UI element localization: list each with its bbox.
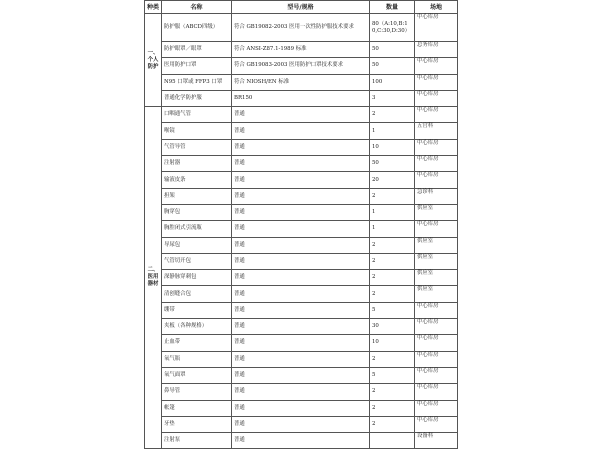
table-row (145, 319, 458, 335)
location-cell: 急诊科 (415, 188, 458, 204)
spec-cell: 普通 (232, 367, 370, 383)
quantity-cell: 2 (370, 253, 415, 269)
name-cell: 输液皮条 (162, 172, 232, 188)
quantity-cell: 3 (370, 90, 415, 106)
quantity-cell: 2 (370, 384, 415, 400)
spec-cell: 普通 (232, 384, 370, 400)
table-body (145, 14, 458, 449)
location-cell: 中心库房 (415, 139, 458, 155)
table-row (145, 400, 458, 416)
name-cell: 注射器 (162, 156, 232, 172)
location-cell: 中心库房 (415, 221, 458, 237)
table-row (145, 351, 458, 367)
quantity-cell: 1 (370, 204, 415, 220)
name-cell: 清创缝合包 (162, 286, 232, 302)
spec-cell: 普通 (232, 433, 370, 449)
quantity-cell: 100 (370, 74, 415, 90)
header-row (145, 1, 458, 14)
location-cell: 中心库房 (415, 74, 458, 90)
name-cell: 深静脉穿刺包 (162, 270, 232, 286)
location-cell: 中心库房 (415, 156, 458, 172)
quantity-cell: 20 (370, 172, 415, 188)
table-row (145, 416, 458, 432)
name-cell: 气管切开包 (162, 253, 232, 269)
category-label-line: 器材 (147, 281, 159, 288)
quantity-cell: 2 (370, 188, 415, 204)
category-label-line: 防护 (147, 63, 159, 70)
name-cell: N95 口罩或 FFP3 口罩 (162, 74, 232, 90)
spec-cell: 普通 (232, 221, 370, 237)
location-cell: 中心库房 (415, 319, 458, 335)
table-row (145, 286, 458, 302)
quantity-cell: 2 (370, 351, 415, 367)
name-cell: 胸穿包 (162, 204, 232, 220)
header-name: 名称 (162, 1, 232, 14)
location-cell: 中心库房 (415, 302, 458, 318)
quantity-cell: 2 (370, 400, 415, 416)
quantity-cell: 2 (370, 270, 415, 286)
table-row (145, 172, 458, 188)
quantity-cell: 50 (370, 156, 415, 172)
name-cell: 口咽通气管 (162, 107, 232, 123)
table-row (145, 188, 458, 204)
quantity-cell: 5 (370, 367, 415, 383)
spec-cell: 普通 (232, 400, 370, 416)
category-label-line: 二、 (147, 267, 159, 274)
spec-cell: 普通 (232, 188, 370, 204)
quantity-cell: 5 (370, 302, 415, 318)
table-row (145, 74, 458, 90)
location-cell: 中心库房 (415, 90, 458, 106)
header-quantity: 数量 (370, 1, 415, 14)
supply-table-page (144, 0, 457, 444)
location-cell: 中心库房 (415, 335, 458, 351)
category-label-line: 一、 (147, 49, 159, 56)
category-cell (145, 107, 162, 449)
table-row (145, 14, 458, 42)
table-row (145, 270, 458, 286)
quantity-cell: 50 (370, 58, 415, 74)
location-cell: 中心库房 (415, 400, 458, 416)
spec-cell: 普通 (232, 335, 370, 351)
name-cell: 导尿包 (162, 237, 232, 253)
spec-cell: 符合 GB19083-2003 医用防护口罩技术要求 (232, 58, 370, 74)
name-cell: 牙垫 (162, 416, 232, 432)
name-cell: 喉镜 (162, 123, 232, 139)
spec-cell: 符合 ANSI-Z87.1-1989 标准 (232, 42, 370, 58)
location-cell: 中心库房 (415, 58, 458, 74)
name-cell: 注射泵 (162, 433, 232, 449)
table-row (145, 237, 458, 253)
location-cell: 中心库房 (415, 107, 458, 123)
spec-cell: 普通 (232, 253, 370, 269)
spec-cell: 符合 NIOSH/EN 标准 (232, 74, 370, 90)
location-cell: 中心库房 (415, 367, 458, 383)
name-cell: 胸腔闭式引流瓶 (162, 221, 232, 237)
spec-cell: 普通 (232, 107, 370, 123)
quantity-cell: 50 (370, 42, 415, 58)
name-cell: 医用防护口罩 (162, 58, 232, 74)
table-row (145, 156, 458, 172)
spec-cell: 普通 (232, 286, 370, 302)
spec-cell: 符合 GB19082-2003 医用一次性防护服技术要求 (232, 14, 370, 42)
spec-cell: BR150 (232, 90, 370, 106)
table-row (145, 123, 458, 139)
location-cell: 设备科 (415, 433, 458, 449)
name-cell: 止血带 (162, 335, 232, 351)
spec-cell: 普通 (232, 270, 370, 286)
location-cell: 中心库房 (415, 384, 458, 400)
name-cell: 防护服（ABCD四级） (162, 14, 232, 42)
quantity-cell: 1 (370, 221, 415, 237)
table-row (145, 253, 458, 269)
table-row (145, 58, 458, 74)
name-cell: 绷带 (162, 302, 232, 318)
quantity-cell: 2 (370, 237, 415, 253)
table-row (145, 367, 458, 383)
category-label-line: 个人 (147, 56, 159, 63)
header-spec: 型号/规格 (232, 1, 370, 14)
table-row (145, 204, 458, 220)
table-row (145, 384, 458, 400)
location-cell: 中心库房 (415, 172, 458, 188)
spec-cell: 普通 (232, 319, 370, 335)
spec-cell: 普通 (232, 237, 370, 253)
quantity-cell: 2 (370, 416, 415, 432)
quantity-cell: 10 (370, 139, 415, 155)
quantity-cell (370, 433, 415, 449)
spec-cell: 普通 (232, 172, 370, 188)
table-row (145, 139, 458, 155)
spec-cell: 普通 (232, 123, 370, 139)
spec-cell: 普通 (232, 139, 370, 155)
name-cell: 氧气瓶 (162, 351, 232, 367)
spec-cell: 普通 (232, 302, 370, 318)
quantity-cell: 30 (370, 319, 415, 335)
quantity-cell: 80（A:10,B:10,C:30,D:30） (370, 14, 415, 42)
quantity-cell: 1 (370, 123, 415, 139)
quantity-cell: 2 (370, 286, 415, 302)
name-cell: 氧气面罩 (162, 367, 232, 383)
location-cell: 供应室 (415, 204, 458, 220)
header-category: 种类 (145, 1, 162, 14)
spec-cell: 普通 (232, 351, 370, 367)
category-label-line: 医用 (147, 274, 159, 281)
location-cell: 中心库房 (415, 351, 458, 367)
spec-cell: 普通 (232, 204, 370, 220)
name-cell: 帐篷 (162, 400, 232, 416)
table-row (145, 42, 458, 58)
name-cell: 鼻导管 (162, 384, 232, 400)
location-cell: 供应室 (415, 286, 458, 302)
category-cell (145, 14, 162, 107)
location-cell: 供应室 (415, 237, 458, 253)
table-row (145, 221, 458, 237)
supply-table (144, 0, 458, 449)
table-row (145, 302, 458, 318)
spec-cell: 普通 (232, 156, 370, 172)
location-cell: 供应室 (415, 253, 458, 269)
location-cell: 供应室 (415, 270, 458, 286)
quantity-cell: 2 (370, 107, 415, 123)
header-location: 场地 (415, 1, 458, 14)
location-cell: 五官科 (415, 123, 458, 139)
location-cell: 总务库房 (415, 42, 458, 58)
name-cell: 担架 (162, 188, 232, 204)
name-cell: 夹板（各种规格） (162, 319, 232, 335)
location-cell: 中心库房 (415, 14, 458, 42)
quantity-cell: 10 (370, 335, 415, 351)
table-row (145, 107, 458, 123)
name-cell: 气管导管 (162, 139, 232, 155)
name-cell: 防护眼罩／眼罩 (162, 42, 232, 58)
location-cell: 中心库房 (415, 416, 458, 432)
table-row (145, 433, 458, 449)
spec-cell: 普通 (232, 416, 370, 432)
table-row (145, 335, 458, 351)
table-row (145, 90, 458, 106)
name-cell: 普通化学防护服 (162, 90, 232, 106)
